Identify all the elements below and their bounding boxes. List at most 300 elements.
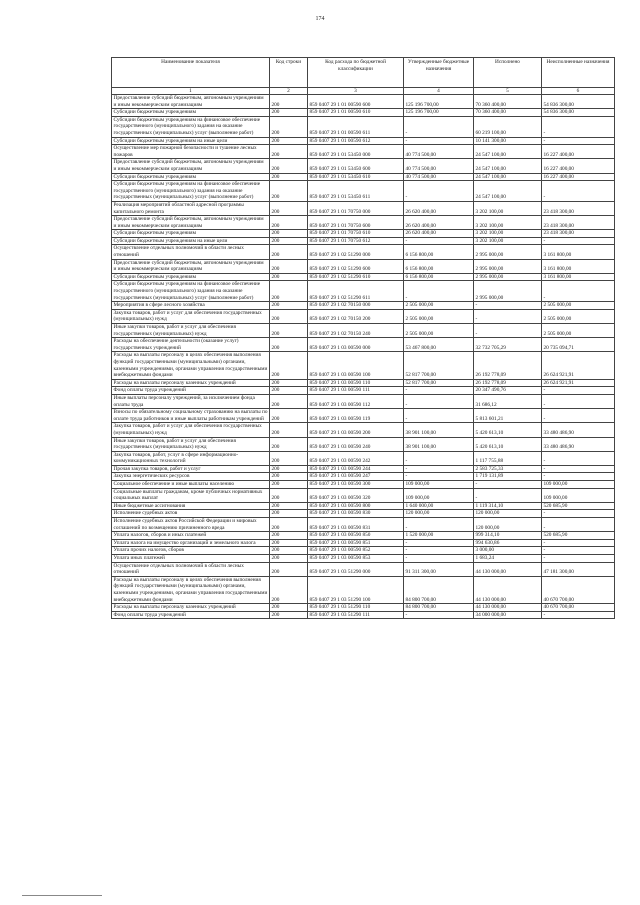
- unexecuted-amount-cell: 54 836 300,00: [542, 109, 615, 117]
- approved-amount-cell: -: [404, 518, 474, 532]
- page-number: 174: [315, 16, 325, 22]
- executed-amount-cell: 2 995 000,00: [474, 273, 542, 281]
- executed-amount-cell: 120 000,00: [474, 510, 542, 518]
- budget-code-cell: 859 0407 29 1 03 00590 247: [308, 473, 404, 481]
- header-line-code: Код строки: [270, 58, 308, 88]
- column-number: 6: [542, 88, 615, 95]
- executed-amount-cell: 3 202 100,00: [474, 230, 542, 238]
- indicator-name-cell: Уплата прочих налогов, сборов: [112, 547, 270, 555]
- budget-code-cell: 859 0407 29 1 03 51290 111: [308, 611, 404, 619]
- line-code-cell: 200: [270, 379, 308, 387]
- approved-amount-cell: -: [404, 539, 474, 547]
- line-code-cell: 200: [270, 216, 308, 230]
- line-code-cell: 200: [270, 237, 308, 245]
- unexecuted-amount-cell: 23 418 300,00: [542, 230, 615, 238]
- executed-amount-cell: 10 141 300,00: [474, 137, 542, 145]
- table-row: [112, 309, 615, 323]
- budget-execution-table: [111, 57, 615, 619]
- table-row: [112, 173, 615, 181]
- line-code-cell: 200: [270, 437, 308, 451]
- indicator-name-cell: Предоставление субсидий бюджетным, автономным учреждениям и иным некоммерческим организациям: [112, 95, 270, 109]
- unexecuted-amount-cell: -: [542, 555, 615, 563]
- line-code-cell: 200: [270, 394, 308, 408]
- line-code-cell: 200: [270, 423, 308, 437]
- approved-amount-cell: 84 800 700,00: [404, 576, 474, 603]
- table-row: [112, 137, 615, 145]
- table-row: [112, 273, 615, 281]
- approved-amount-cell: 125 196 700,00: [404, 95, 474, 109]
- indicator-name-cell: Субсидии бюджетным учреждениям: [112, 273, 270, 281]
- unexecuted-amount-cell: -: [542, 387, 615, 395]
- unexecuted-amount-cell: -: [542, 611, 615, 619]
- line-code-cell: 200: [270, 502, 308, 510]
- unexecuted-amount-cell: 3 161 800,00: [542, 273, 615, 281]
- column-number: 3: [308, 88, 404, 95]
- table-row: [112, 95, 615, 109]
- approved-amount-cell: 26 620 400,00: [404, 230, 474, 238]
- table-row: [112, 259, 615, 273]
- indicator-name-cell: Субсидии бюджетным учреждениям на иные цели: [112, 137, 270, 145]
- approved-amount-cell: 40 774 500,00: [404, 145, 474, 159]
- indicator-name-cell: Закупка товаров, работ и услуг для обеспечения государственных (муниципальных) нужд: [112, 309, 270, 323]
- budget-code-cell: 859 0407 29 1 03 00590 244: [308, 465, 404, 473]
- executed-amount-cell: 24 547 100,00: [474, 145, 542, 159]
- line-code-cell: 200: [270, 201, 308, 215]
- approved-amount-cell: -: [404, 611, 474, 619]
- unexecuted-amount-cell: 16 227 400,00: [542, 159, 615, 173]
- budget-code-cell: 859 0407 29 1 03 00590 850: [308, 532, 404, 540]
- unexecuted-amount-cell: 16 227 400,00: [542, 145, 615, 159]
- executed-amount-cell: 994 630,86: [474, 539, 542, 547]
- approved-amount-cell: 84 800 700,00: [404, 604, 474, 612]
- indicator-name-cell: Субсидии бюджетным учреждениям на финансовое обеспечение государственного (муниципального) задания на оказание государственных (муниципальных) услуг (выполнение работ): [112, 116, 270, 137]
- line-code-cell: 200: [270, 159, 308, 173]
- executed-amount-cell: -: [474, 481, 542, 489]
- table-row: [112, 562, 615, 576]
- budget-code-cell: 859 0407 29 1 01 00590 610: [308, 109, 404, 117]
- indicator-name-cell: Субсидии бюджетным учреждениям: [112, 230, 270, 238]
- executed-amount-cell: 3 202 100,00: [474, 201, 542, 215]
- approved-amount-cell: -: [404, 237, 474, 245]
- executed-amount-cell: 31 686,12: [474, 394, 542, 408]
- approved-amount-cell: 2 505 000,00: [404, 302, 474, 310]
- approved-amount-cell: -: [404, 387, 474, 395]
- line-code-cell: 200: [270, 562, 308, 576]
- budget-code-cell: 859 0407 29 1 03 51290 100: [308, 576, 404, 603]
- unexecuted-amount-cell: 47 181 300,00: [542, 562, 615, 576]
- approved-amount-cell: -: [404, 137, 474, 145]
- executed-amount-cell: 2 995 000,00: [474, 259, 542, 273]
- budget-code-cell: 859 0407 29 1 03 00590 111: [308, 387, 404, 395]
- unexecuted-amount-cell: 3 161 800,00: [542, 245, 615, 259]
- approved-amount-cell: 53 467 800,00: [404, 338, 474, 352]
- unexecuted-amount-cell: -: [542, 394, 615, 408]
- budget-code-cell: 859 0407 29 1 03 00590 831: [308, 518, 404, 532]
- unexecuted-amount-cell: -: [542, 473, 615, 481]
- executed-amount-cell: -: [474, 324, 542, 338]
- line-code-cell: 200: [270, 387, 308, 395]
- executed-amount-cell: 1 119 314,10: [474, 502, 542, 510]
- table-row: [112, 394, 615, 408]
- line-code-cell: 200: [270, 451, 308, 465]
- unexecuted-amount-cell: -: [542, 451, 615, 465]
- budget-code-cell: 859 0407 29 1 03 51290 110: [308, 604, 404, 612]
- executed-amount-cell: 44 130 000,00: [474, 604, 542, 612]
- budget-code-cell: 859 0407 29 1 03 00590 852: [308, 547, 404, 555]
- indicator-name-cell: Осуществление отдельных полномочий в области лесных отношений: [112, 562, 270, 576]
- indicator-name-cell: Субсидии бюджетным учреждениям: [112, 109, 270, 117]
- executed-amount-cell: 1 719 131,89: [474, 473, 542, 481]
- line-code-cell: 200: [270, 259, 308, 273]
- indicator-name-cell: Осуществление мер пожарной безопасности и тушение лесных пожаров: [112, 145, 270, 159]
- budget-code-cell: 859 0407 29 1 01 53450 610: [308, 173, 404, 181]
- table-row: [112, 387, 615, 395]
- table-row: [112, 324, 615, 338]
- unexecuted-amount-cell: 2 505 000,00: [542, 302, 615, 310]
- unexecuted-amount-cell: 3 161 800,00: [542, 259, 615, 273]
- table-row: [112, 159, 615, 173]
- line-code-cell: 200: [270, 245, 308, 259]
- unexecuted-amount-cell: -: [542, 409, 615, 423]
- executed-amount-cell: 60 219 100,00: [474, 116, 542, 137]
- table-body: [112, 95, 615, 619]
- executed-amount-cell: 3 000,00: [474, 547, 542, 555]
- line-code-cell: 200: [270, 137, 308, 145]
- indicator-name-cell: Фонд оплаты труда учреждений: [112, 611, 270, 619]
- executed-amount-cell: 44 130 000,00: [474, 562, 542, 576]
- budget-code-cell: 859 0407 29 1 03 00590 830: [308, 510, 404, 518]
- line-code-cell: 200: [270, 181, 308, 202]
- executed-amount-cell: 5 420 613,10: [474, 423, 542, 437]
- budget-code-cell: 859 0407 29 1 02 70150 200: [308, 309, 404, 323]
- approved-amount-cell: -: [404, 116, 474, 137]
- budget-code-cell: 859 0407 29 1 03 00590 851: [308, 539, 404, 547]
- indicator-name-cell: Реализация мероприятий областной адресной программы капитального ремонта: [112, 201, 270, 215]
- unexecuted-amount-cell: -: [542, 547, 615, 555]
- budget-code-cell: 859 0407 29 1 03 00590 100: [308, 352, 404, 379]
- approved-amount-cell: -: [404, 181, 474, 202]
- unexecuted-amount-cell: 520 685,90: [542, 502, 615, 510]
- budget-code-cell: 859 0407 29 1 03 00590 240: [308, 437, 404, 451]
- unexecuted-amount-cell: 40 670 700,00: [542, 576, 615, 603]
- unexecuted-amount-cell: 109 000,00: [542, 488, 615, 502]
- line-code-cell: 200: [270, 409, 308, 423]
- table-row: [112, 230, 615, 238]
- line-code-cell: 200: [270, 173, 308, 181]
- indicator-name-cell: Социальное обеспечение и иные выплаты населению: [112, 481, 270, 489]
- approved-amount-cell: 6 156 800,00: [404, 259, 474, 273]
- line-code-cell: 200: [270, 611, 308, 619]
- budget-code-cell: 859 0407 29 1 02 51290 611: [308, 281, 404, 302]
- table-row: [112, 465, 615, 473]
- executed-amount-cell: 2 583 725,33: [474, 465, 542, 473]
- approved-amount-cell: -: [404, 281, 474, 302]
- column-number: 4: [404, 88, 474, 95]
- budget-code-cell: 859 0407 29 1 03 00590 853: [308, 555, 404, 563]
- unexecuted-amount-cell: 26 624 921,91: [542, 352, 615, 379]
- column-number: 2: [270, 88, 308, 95]
- unexecuted-amount-cell: -: [542, 116, 615, 137]
- budget-code-cell: 859 0407 29 1 03 00590 112: [308, 394, 404, 408]
- indicator-name-cell: Иные закупки товаров, работ и услуг для обеспечения государственных (муниципальных) нужд: [112, 437, 270, 451]
- approved-amount-cell: 1 640 000,00: [404, 502, 474, 510]
- approved-amount-cell: 26 620 400,00: [404, 201, 474, 215]
- table-row: [112, 547, 615, 555]
- line-code-cell: 200: [270, 481, 308, 489]
- executed-amount-cell: 24 547 100,00: [474, 173, 542, 181]
- unexecuted-amount-cell: -: [542, 510, 615, 518]
- approved-amount-cell: 91 311 300,00: [404, 562, 474, 576]
- executed-amount-cell: 120 000,00: [474, 518, 542, 532]
- indicator-name-cell: Уплата налогов, сборов и иных платежей: [112, 532, 270, 540]
- header-executed: Исполнено: [474, 58, 542, 88]
- table-row: [112, 281, 615, 302]
- executed-amount-cell: 999 314,10: [474, 532, 542, 540]
- budget-code-cell: 859 0407 29 1 03 00590 320: [308, 488, 404, 502]
- column-number: 5: [474, 88, 542, 95]
- unexecuted-amount-cell: -: [542, 518, 615, 532]
- line-code-cell: 200: [270, 109, 308, 117]
- table-row: [112, 145, 615, 159]
- unexecuted-amount-cell: 109 000,00: [542, 481, 615, 489]
- approved-amount-cell: 6 156 800,00: [404, 273, 474, 281]
- budget-code-cell: 859 0407 29 1 03 51290 000: [308, 562, 404, 576]
- line-code-cell: 200: [270, 95, 308, 109]
- approved-amount-cell: 38 901 100,00: [404, 423, 474, 437]
- header-indicator-name: Наименование показателя: [112, 58, 270, 88]
- executed-amount-cell: 2 995 000,00: [474, 245, 542, 259]
- executed-amount-cell: 34 000 000,00: [474, 611, 542, 619]
- unexecuted-amount-cell: -: [542, 181, 615, 202]
- indicator-name-cell: Расходы на выплаты персоналу в целях обеспечения выполнения функций государственными (муниципальными) органами, казенными учреждениями, органами управления государственными внебюджетными фондами: [112, 576, 270, 603]
- indicator-name-cell: Уплата иных платежей: [112, 555, 270, 563]
- indicator-name-cell: Иные бюджетные ассигнования: [112, 502, 270, 510]
- executed-amount-cell: 20 347 490,76: [474, 387, 542, 395]
- approved-amount-cell: -: [404, 473, 474, 481]
- budget-code-cell: 859 0407 29 1 03 00590 119: [308, 409, 404, 423]
- unexecuted-amount-cell: 40 670 700,00: [542, 604, 615, 612]
- budget-code-cell: 859 0407 29 1 01 70750 600: [308, 216, 404, 230]
- line-code-cell: 200: [270, 510, 308, 518]
- approved-amount-cell: 2 505 000,00: [404, 324, 474, 338]
- line-code-cell: 200: [270, 576, 308, 603]
- approved-amount-cell: 109 000,00: [404, 481, 474, 489]
- column-number: 1: [112, 88, 270, 95]
- approved-amount-cell: 109 000,00: [404, 488, 474, 502]
- indicator-name-cell: Предоставление субсидий бюджетным, автономным учреждениям и иным некоммерческим организациям: [112, 259, 270, 273]
- table-row: [112, 611, 615, 619]
- indicator-name-cell: Исполнение судебных актов Российской Федерации и мировых соглашений по возмещению причиненного вреда: [112, 518, 270, 532]
- line-code-cell: 200: [270, 352, 308, 379]
- budget-code-cell: 859 0407 29 1 01 53450 000: [308, 145, 404, 159]
- unexecuted-amount-cell: 23 418 300,00: [542, 216, 615, 230]
- line-code-cell: 200: [270, 547, 308, 555]
- unexecuted-amount-cell: 2 505 000,00: [542, 324, 615, 338]
- approved-amount-cell: 52 817 700,00: [404, 379, 474, 387]
- line-code-cell: 200: [270, 309, 308, 323]
- approved-amount-cell: -: [404, 451, 474, 465]
- line-code-cell: 200: [270, 338, 308, 352]
- executed-amount-cell: 44 130 000,00: [474, 576, 542, 603]
- table-row: [112, 576, 615, 603]
- unexecuted-amount-cell: 16 227 400,00: [542, 173, 615, 181]
- table-row: [112, 237, 615, 245]
- table-row: [112, 352, 615, 379]
- executed-amount-cell: 1 683,24: [474, 555, 542, 563]
- executed-amount-cell: 3 202 100,00: [474, 237, 542, 245]
- approved-amount-cell: 40 774 500,00: [404, 159, 474, 173]
- indicator-name-cell: Прочая закупка товаров, работ и услуг: [112, 465, 270, 473]
- indicator-name-cell: Расходы на выплаты персоналу в целях обеспечения выполнения функций государственными (муниципальными) органами, казенными учреждениями, органами управления государственными внебюджетными фондами: [112, 352, 270, 379]
- table-header-row: [112, 58, 615, 88]
- approved-amount-cell: -: [404, 465, 474, 473]
- line-code-cell: 200: [270, 473, 308, 481]
- column-number-row: [112, 88, 615, 95]
- indicator-name-cell: Иные закупки товаров, работ и услуг для обеспечения государственных (муниципальных) нужд: [112, 324, 270, 338]
- indicator-name-cell: Предоставление субсидий бюджетным, автономным учреждениям и иным некоммерческим организациям: [112, 216, 270, 230]
- budget-code-cell: 859 0407 29 1 02 70150 240: [308, 324, 404, 338]
- table-row: [112, 201, 615, 215]
- approved-amount-cell: 6 156 800,00: [404, 245, 474, 259]
- approved-amount-cell: -: [404, 547, 474, 555]
- unexecuted-amount-cell: -: [542, 137, 615, 145]
- executed-amount-cell: 2 995 000,00: [474, 281, 542, 302]
- table-row: [112, 502, 615, 510]
- budget-code-cell: 859 0407 29 1 01 70750 610: [308, 230, 404, 238]
- indicator-name-cell: Закупка товаров, работ и услуг для обеспечения государственных (муниципальных) нужд: [112, 423, 270, 437]
- executed-amount-cell: 5 813 601,21: [474, 409, 542, 423]
- approved-amount-cell: 125 196 700,00: [404, 109, 474, 117]
- budget-code-cell: 859 0407 29 1 03 00590 800: [308, 502, 404, 510]
- line-code-cell: 200: [270, 555, 308, 563]
- line-code-cell: 200: [270, 539, 308, 547]
- table-row: [112, 518, 615, 532]
- line-code-cell: 200: [270, 488, 308, 502]
- table-row: [112, 338, 615, 352]
- table-row: [112, 409, 615, 423]
- indicator-name-cell: Субсидии бюджетным учреждениям на финансовое обеспечение государственного (муниципального) задания на оказание государственных (муниципальных) услуг (выполнение работ): [112, 181, 270, 202]
- line-code-cell: 200: [270, 281, 308, 302]
- table-row: [112, 510, 615, 518]
- approved-amount-cell: 2 505 000,00: [404, 309, 474, 323]
- indicator-name-cell: Социальные выплаты гражданам, кроме публичных нормативных социальных выплат: [112, 488, 270, 502]
- line-code-cell: 200: [270, 532, 308, 540]
- table-row: [112, 532, 615, 540]
- budget-code-cell: 859 0407 29 1 02 51290 000: [308, 245, 404, 259]
- indicator-name-cell: Мероприятия в сфере лесного хозяйства: [112, 302, 270, 310]
- budget-code-cell: 859 0407 29 1 01 70750 612: [308, 237, 404, 245]
- approved-amount-cell: -: [404, 409, 474, 423]
- table-row: [112, 116, 615, 137]
- indicator-name-cell: Предоставление субсидий бюджетным, автономным учреждениям и иным некоммерческим организациям: [112, 159, 270, 173]
- indicator-name-cell: Субсидии бюджетным учреждениям: [112, 173, 270, 181]
- approved-amount-cell: 1 520 000,00: [404, 532, 474, 540]
- executed-amount-cell: 3 202 100,00: [474, 216, 542, 230]
- indicator-name-cell: Расходы на выплаты персоналу казенных учреждений: [112, 604, 270, 612]
- executed-amount-cell: 5 420 613,10: [474, 437, 542, 451]
- unexecuted-amount-cell: 520 685,90: [542, 532, 615, 540]
- budget-code-cell: 859 0407 29 1 01 53450 600: [308, 159, 404, 173]
- approved-amount-cell: 40 774 500,00: [404, 173, 474, 181]
- indicator-name-cell: Исполнение судебных актов: [112, 510, 270, 518]
- table-row: [112, 379, 615, 387]
- indicator-name-cell: Расходы на обеспечение деятельности (оказание услуг) государственных учреждений: [112, 338, 270, 352]
- indicator-name-cell: Субсидии бюджетным учреждениям на финансовое обеспечение государственного (муниципального) задания на оказание государственных (муниципальных) услуг (выполнение работ): [112, 281, 270, 302]
- approved-amount-cell: 26 620 400,00: [404, 216, 474, 230]
- table-row: [112, 473, 615, 481]
- budget-code-cell: 859 0407 29 1 03 00590 110: [308, 379, 404, 387]
- unexecuted-amount-cell: 54 836 300,00: [542, 95, 615, 109]
- table-row: [112, 302, 615, 310]
- budget-code-cell: 859 0407 29 1 01 70750 000: [308, 201, 404, 215]
- table-row: [112, 604, 615, 612]
- budget-code-cell: 859 0407 29 1 02 51290 600: [308, 259, 404, 273]
- budget-code-cell: 859 0407 29 1 01 00590 612: [308, 137, 404, 145]
- executed-amount-cell: 24 547 100,00: [474, 181, 542, 202]
- line-code-cell: 200: [270, 518, 308, 532]
- table-row: [112, 109, 615, 117]
- approved-amount-cell: 120 000,00: [404, 510, 474, 518]
- header-budget-code: Код расхода по бюджетной классификации: [308, 58, 404, 88]
- executed-amount-cell: 26 192 778,09: [474, 352, 542, 379]
- table-row: [112, 423, 615, 437]
- line-code-cell: 200: [270, 116, 308, 137]
- budget-code-cell: 859 0407 29 1 01 53450 611: [308, 181, 404, 202]
- budget-code-cell: 859 0407 29 1 03 00590 200: [308, 423, 404, 437]
- executed-amount-cell: 70 360 400,00: [474, 109, 542, 117]
- executed-amount-cell: 24 547 100,00: [474, 159, 542, 173]
- approved-amount-cell: 38 901 100,00: [404, 437, 474, 451]
- budget-code-cell: 859 0407 29 1 01 00590 611: [308, 116, 404, 137]
- unexecuted-amount-cell: -: [542, 465, 615, 473]
- footer-divider: [22, 895, 102, 896]
- indicator-name-cell: Расходы на выплаты персоналу казенных учреждений: [112, 379, 270, 387]
- indicator-name-cell: Фонд оплаты труда учреждений: [112, 387, 270, 395]
- unexecuted-amount-cell: -: [542, 281, 615, 302]
- indicator-name-cell: Закупка энергетических ресурсов: [112, 473, 270, 481]
- table-row: [112, 539, 615, 547]
- line-code-cell: 200: [270, 324, 308, 338]
- unexecuted-amount-cell: 2 505 000,00: [542, 309, 615, 323]
- executed-amount-cell: 32 732 705,29: [474, 338, 542, 352]
- unexecuted-amount-cell: 33 480 486,90: [542, 423, 615, 437]
- line-code-cell: 200: [270, 230, 308, 238]
- executed-amount-cell: 26 192 778,09: [474, 379, 542, 387]
- indicator-name-cell: Иные выплаты персоналу учреждений, за исключением фонда оплаты труда: [112, 394, 270, 408]
- unexecuted-amount-cell: -: [542, 539, 615, 547]
- indicator-name-cell: Взносы по обязательному социальному страхованию на выплаты по оплате труда работников и иные выплаты работникам учреждений: [113, 409, 268, 422]
- header-unexecuted: Неисполненные назначения: [542, 58, 615, 88]
- budget-code-cell: 859 0407 29 1 01 00590 600: [308, 95, 404, 109]
- line-code-cell: 200: [270, 302, 308, 310]
- line-code-cell: 200: [270, 273, 308, 281]
- table-row: [112, 451, 615, 465]
- table-row: [112, 181, 615, 202]
- budget-code-cell: 859 0407 29 1 03 00590 242: [308, 451, 404, 465]
- line-code-cell: 200: [270, 604, 308, 612]
- line-code-cell: 200: [270, 145, 308, 159]
- approved-amount-cell: -: [404, 394, 474, 408]
- table-row: [112, 555, 615, 563]
- unexecuted-amount-cell: 26 624 921,91: [542, 379, 615, 387]
- executed-amount-cell: 1 117 755,88: [474, 451, 542, 465]
- table-row: [112, 481, 615, 489]
- indicator-name-cell: Осуществление отдельных полномочий в области лесных отношений: [112, 245, 270, 259]
- budget-code-cell: 859 0407 29 1 02 51290 610: [308, 273, 404, 281]
- executed-amount-cell: -: [474, 302, 542, 310]
- budget-code-cell: 859 0407 29 1 03 00590 300: [308, 481, 404, 489]
- table-row: [112, 216, 615, 230]
